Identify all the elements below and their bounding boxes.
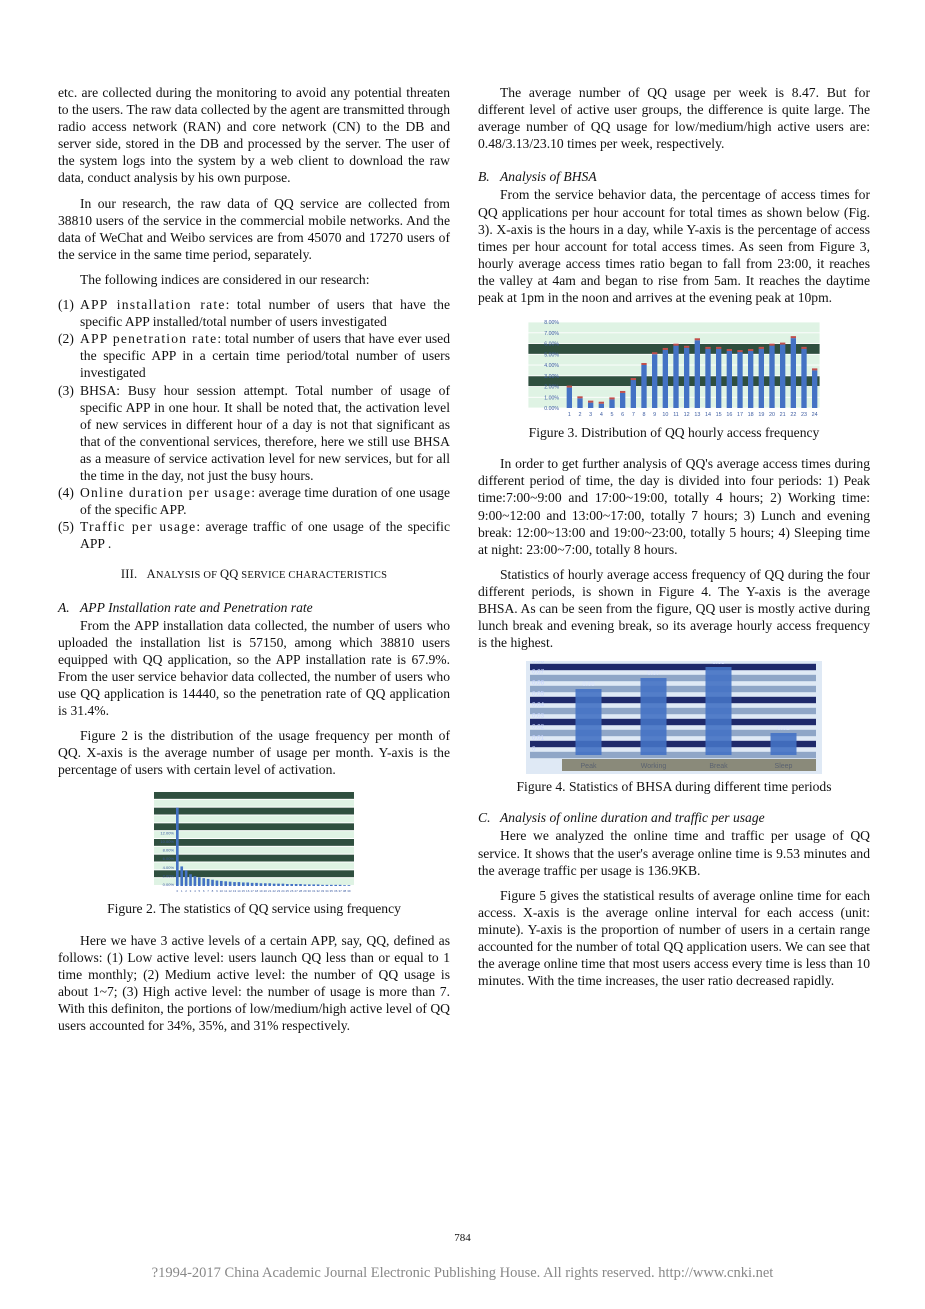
- gridline-band: [154, 855, 354, 862]
- bar: [180, 867, 183, 887]
- y-tick-label: 2.00%: [544, 384, 559, 391]
- subsection-number: B.: [478, 169, 490, 185]
- bar: [791, 338, 796, 408]
- index-text: : average time duration of one usage of the specific APP.: [80, 485, 450, 518]
- index-name: APP penetration rate: [80, 331, 218, 347]
- x-tick-label: 31: [312, 889, 316, 894]
- bar: [242, 883, 245, 887]
- bar: [339, 885, 342, 886]
- data-label: 0.06: [582, 681, 595, 689]
- bar: [251, 883, 254, 886]
- indices-list: [58, 296, 450, 552]
- x-tick-label: 7: [631, 412, 635, 419]
- gridline-band: [530, 708, 816, 714]
- index-text: : total number of users that have ever used the specific APP in a certain time period/total number of users investigated: [80, 331, 450, 381]
- gridline-band: [154, 863, 354, 870]
- x-tick-label: 12: [228, 889, 232, 894]
- x-tick-label: 8: [211, 889, 214, 894]
- x-tick-label: 23: [801, 412, 807, 419]
- bar-cap: [620, 391, 625, 393]
- section-heading: [58, 566, 450, 584]
- bar: [771, 733, 797, 755]
- right-column: [478, 84, 870, 997]
- bar-cap: [812, 369, 817, 371]
- bar: [268, 884, 271, 887]
- bar: [290, 885, 293, 887]
- bar-cap: [577, 396, 582, 398]
- figure-3-svg: [524, 316, 824, 420]
- bar: [176, 808, 179, 886]
- y-tick-label: 0.01: [532, 734, 545, 742]
- x-tick-label: 38: [342, 889, 347, 894]
- bar: [706, 667, 732, 755]
- bar: [286, 885, 289, 887]
- y-tick-label: 8.00%: [544, 320, 559, 327]
- bar: [769, 346, 774, 408]
- x-tick-label: 37: [338, 889, 342, 894]
- y-tick-label: 7.00%: [544, 330, 559, 337]
- section-title-part: QQ: [220, 567, 239, 582]
- x-tick-label: 18: [254, 889, 259, 894]
- y-tick-label: 4.00%: [162, 865, 174, 871]
- x-tick-label: 6: [202, 889, 205, 894]
- bar: [576, 689, 602, 755]
- y-tick-label: 6.00%: [544, 341, 559, 348]
- x-tick-label: 28: [298, 889, 303, 894]
- x-tick-label: 6: [621, 412, 625, 419]
- gridline-band: [154, 800, 354, 807]
- bar: [264, 884, 267, 887]
- index-number: (3): [58, 382, 74, 398]
- data-label: 0.08: [712, 661, 725, 667]
- bar: [229, 882, 232, 886]
- x-tick-label: 20: [263, 889, 267, 894]
- bar: [588, 403, 593, 408]
- bar-cap: [567, 386, 572, 388]
- x-tick-label: 20: [769, 412, 775, 419]
- paragraph: Here we have 3 active levels of a certain APP, say, QQ, defined as follows: (1) Low active level: users launch QQ less than or equal to 1 time monthly; (2) Medium active level: the number of QQ usage is about 1~7; (3) High active level: the number of usage is more than 7. With this definiton, the portions of low/medium/high active level of QQ users accounted for 34%, 35%, and 31% respectively.: [58, 932, 450, 1034]
- gridline-band: [154, 832, 354, 839]
- bar: [663, 350, 668, 408]
- y-tick-label: 10.00%: [160, 839, 174, 845]
- x-tick-label: 15: [715, 412, 722, 419]
- paragraph: Figure 2 is the distribution of the usage frequency per month of QQ. X-axis is the average number of usage per month. Y-axis is the percentage of users with certain level of activation.: [58, 728, 450, 778]
- bar: [737, 352, 742, 408]
- bar: [282, 884, 285, 886]
- x-tick-label: 33: [320, 889, 325, 894]
- paragraph: In order to get further analysis of QQ's average access times during different period of time, the day is divided into four periods: 1) Peak time:7:00~9:00 and 17:00~19:00, totally 4 hours; 2) Working time: 9:00~12:00 and 13:00~17:00, totally 7 hours; 3) Lunch and evening break: 12:00~13:00 and 19:00~23:00, totally 5 hours; 4) Sleeping time at night: 23:00~7:00, totally 8 hours.: [478, 456, 870, 557]
- x-tick-label: 22: [272, 889, 276, 894]
- bar: [207, 879, 210, 886]
- bar: [748, 351, 753, 408]
- y-tick-label: 0.08: [532, 661, 545, 665]
- bar: [343, 886, 346, 887]
- bar: [334, 885, 337, 886]
- bar: [321, 885, 324, 886]
- bar: [255, 883, 258, 886]
- bar-cap: [727, 349, 732, 351]
- gridline-band: [154, 847, 354, 854]
- bar-cap: [801, 347, 806, 349]
- x-tick-label: 35: [329, 889, 333, 894]
- left-column: [58, 84, 450, 1042]
- x-tick-label: 13: [694, 412, 701, 419]
- bar: [330, 885, 333, 886]
- bar: [759, 349, 764, 408]
- bar: [295, 885, 298, 887]
- x-tick-label: 19: [758, 412, 765, 419]
- index-item: [58, 484, 450, 518]
- x-tick-label: 11: [224, 889, 228, 894]
- index-number: (5): [58, 519, 74, 535]
- gridline-band: [528, 330, 820, 344]
- bar: [216, 881, 219, 886]
- y-tick-label: 0.05: [532, 690, 545, 698]
- subsection-heading: [478, 809, 870, 826]
- x-tick-label: 39: [347, 889, 351, 894]
- x-tick-label: 34: [325, 889, 329, 894]
- y-tick-label: 0.00%: [544, 406, 559, 413]
- x-tick-label: 5: [198, 889, 201, 894]
- y-tick-label: 0.07: [532, 668, 545, 676]
- index-number: (4): [58, 485, 74, 501]
- x-tick-label: 16: [726, 412, 733, 419]
- gridline-band: [530, 719, 816, 725]
- x-tick-label: 7: [207, 889, 209, 894]
- bar: [641, 678, 667, 755]
- paragraph: From the service behavior data, the percentage of access times for QQ applications per hour account for total times as shown below (Fig. 3). X-axis is the hours in a day, while Y-axis is the percentage of access times per hour account for total access times. As seen from Figure 3, hourly average access times ratio began to fall from 23:00, it reaches the valley at 4am and began to rise from 5am. It reaches the daytime peak at 1pm in the noon and arrives at the evening peak at 10pm.: [478, 187, 870, 306]
- figure-4-caption: Figure 4. Statistics of BHSA during different time periods: [516, 779, 832, 795]
- bar: [577, 398, 582, 408]
- section-title-part: A: [146, 567, 156, 582]
- y-tick-label: 6.00%: [162, 856, 174, 862]
- x-tick-label: 30: [307, 889, 311, 894]
- y-tick-label: 0.00%: [162, 882, 174, 888]
- bar: [299, 885, 302, 887]
- bar: [185, 871, 188, 887]
- bar-cap: [663, 348, 668, 350]
- bar-cap: [716, 347, 721, 349]
- gridline-band: [154, 816, 354, 823]
- figure-2-caption: Figure 2. The statistics of QQ service using frequency: [107, 901, 401, 917]
- x-tick-label: 19: [259, 889, 263, 894]
- x-tick-label: 21: [779, 412, 786, 419]
- x-tick-label: 26: [290, 889, 294, 894]
- x-tick-label: 27: [294, 889, 298, 894]
- bar: [198, 878, 201, 887]
- x-tick-label: 16: [246, 889, 250, 894]
- bar-cap: [748, 349, 753, 351]
- bar: [673, 346, 678, 408]
- y-tick-label: 0.04: [532, 701, 545, 709]
- x-tick-label: 4: [599, 412, 603, 419]
- bar: [652, 354, 657, 408]
- index-text: BHSA: Busy hour session attempt. Total number of usage of specific APP in one hour. It shall be noted that, the activation level of new services in different hour of a day is not that significant as that of the conventional services, therefore, here we still use BHSA as a measure of service activation level for new services, but for all the time in the day, not just the busy hours.: [80, 382, 450, 483]
- index-name: Online duration per usage: [80, 485, 252, 501]
- x-tick-label: 36: [334, 889, 338, 894]
- x-tick-label: 18: [747, 412, 754, 419]
- y-tick-label: 2.00%: [162, 873, 174, 879]
- subsection-number: A.: [58, 599, 70, 615]
- section-title-part: NALYSIS OF: [155, 570, 220, 582]
- figure-3-chart: [524, 316, 824, 420]
- x-tick-label: 14: [705, 412, 711, 419]
- y-tick-label: 4.00%: [544, 363, 559, 370]
- x-tick-label: 5: [610, 412, 614, 419]
- paragraph: The following indices are considered in our research:: [80, 271, 370, 287]
- bar-cap: [631, 378, 636, 380]
- bar: [246, 883, 249, 887]
- y-tick-label: 0.02: [532, 723, 545, 731]
- x-tick-label: 14: [237, 889, 241, 894]
- bar: [308, 885, 311, 887]
- bar: [567, 388, 572, 408]
- index-number: (2): [58, 331, 74, 347]
- gridline-band: [154, 824, 354, 831]
- x-tick-label: 24: [281, 889, 285, 894]
- x-tick-label: 32: [316, 889, 320, 894]
- x-tick-label: 8: [642, 412, 646, 419]
- gridline-band: [530, 664, 816, 670]
- x-tick-label: 2: [578, 412, 582, 419]
- paragraph: In our research, the raw data of QQ service are collected from 38810 users of the service in the commercial mobile networks. And the data of WeChat and Weibo services are from 45070 and 17270 users of the service in the same time period, separately.: [58, 195, 450, 262]
- index-item: [58, 296, 450, 330]
- index-item: [58, 330, 450, 381]
- x-tick-label: 21: [268, 889, 272, 894]
- bar: [727, 351, 732, 408]
- bar: [194, 877, 197, 887]
- x-tick-label: 3: [189, 889, 192, 894]
- bar: [609, 400, 614, 409]
- x-tick-label: 10: [662, 412, 669, 419]
- paragraph: The average number of QQ usage per week is 8.47. But for different level of active user groups, the difference is quite large. The average number of QQ usage for low/medium/high active users are: 0.48/3.13/23.10 times per week, respectively.: [478, 85, 870, 152]
- x-tick-label: 23: [276, 889, 281, 894]
- x-tick-label: 29: [303, 889, 307, 894]
- x-tick-label: 0: [176, 889, 179, 894]
- bar: [224, 882, 227, 887]
- x-tick-label: Peak: [580, 763, 597, 771]
- x-tick-label: 9: [653, 412, 657, 419]
- gridline-band: [530, 675, 816, 681]
- bar-cap: [759, 347, 764, 349]
- y-tick-label: 0.03: [532, 712, 545, 720]
- bar-cap: [641, 363, 646, 365]
- bar: [716, 349, 721, 408]
- x-tick-label: 2: [185, 889, 187, 894]
- figure-4-chart: [526, 661, 822, 774]
- bar: [641, 365, 646, 408]
- bar-cap: [791, 336, 796, 338]
- y-tick-label: 0.06: [532, 679, 545, 687]
- gridline-band: [154, 871, 354, 878]
- bar: [801, 349, 806, 408]
- bar: [277, 884, 280, 886]
- paragraph: From the APP installation data collected, the number of users who uploaded the installation list is 57150, among which 38810 users equipped with QQ application, so the APP installation rate is 67.9%. From the user service behavior data collected, the number of users who use QQ application is 14440, so the penetration rate of QQ application is 31.4%.: [58, 617, 450, 719]
- bar-cap: [705, 347, 710, 349]
- y-tick-label: 5.00%: [544, 352, 559, 359]
- x-tick-label: 12: [683, 412, 690, 419]
- x-tick-label: 4: [194, 889, 196, 894]
- bar-cap: [599, 402, 604, 404]
- bar: [684, 348, 689, 408]
- index-name: Traffic per usage: [80, 519, 197, 535]
- x-tick-label: 1: [180, 889, 183, 894]
- section-title-part: SERVICE CHARACTERISTICS: [238, 570, 388, 582]
- index-item: [58, 382, 450, 485]
- bar: [260, 884, 263, 887]
- figure-2-chart: [154, 790, 354, 896]
- x-tick-label: 3: [589, 412, 593, 419]
- bar-cap: [588, 401, 593, 403]
- footer-copyright: ?1994-2017 China Academic Journal Electronic Publishing House. All rights reserved. http://www.cnki.net: [151, 1265, 774, 1281]
- x-tick-label: Working: [640, 763, 667, 771]
- bar-cap: [780, 343, 785, 345]
- bar: [620, 393, 625, 408]
- y-tick-label: 0: [532, 745, 536, 753]
- bar: [304, 885, 307, 887]
- bar-cap: [769, 344, 774, 346]
- gridline-band: [530, 686, 816, 692]
- page-number: 784: [454, 1232, 471, 1244]
- x-tick-label: 9: [216, 889, 218, 894]
- data-label: 0.07: [647, 670, 660, 678]
- index-text: : average traffic of one usage of the specific APP .: [80, 519, 450, 552]
- bar: [695, 340, 700, 408]
- bar: [312, 885, 315, 887]
- bar: [273, 884, 276, 886]
- y-tick-label: 1.00%: [544, 395, 559, 402]
- x-tick-label: 25: [285, 889, 289, 894]
- index-name: APP installation rate: [80, 297, 226, 313]
- bar: [599, 404, 604, 408]
- subsection-heading: [58, 599, 450, 616]
- gridline-band: [154, 792, 354, 799]
- paragraph: etc. are collected during the monitoring to avoid any potential threaten to the users. The raw data collected by the agent are transmitted through radio access network (RAN) and core network (CN) to the DB and server side, stored in the DB and processed by the server. The user of the system logs into the system by a web client to download the raw data, conduct analysis by his own purpose.: [58, 85, 450, 186]
- section-number: III.: [120, 567, 138, 582]
- bar-cap: [609, 398, 614, 400]
- bar-cap: [684, 346, 689, 348]
- bar: [202, 879, 205, 887]
- index-item: [58, 518, 450, 552]
- bar: [233, 883, 236, 887]
- bar-cap: [737, 350, 742, 352]
- bar: [238, 883, 241, 887]
- bar: [317, 885, 320, 887]
- bar: [326, 885, 329, 886]
- paragraph: Here we analyzed the online time and traffic per usage of QQ service. It shows that the user's average online time is 9.53 minutes and the average traffic per usage is 136.9KB.: [478, 828, 870, 878]
- subsection-title: Analysis of online duration and traffic per usage: [500, 810, 765, 826]
- y-tick-label: 3.00%: [544, 373, 559, 380]
- subsection-title: Analysis of BHSA: [500, 169, 597, 185]
- subsection-heading: [478, 168, 870, 185]
- bar: [220, 881, 223, 886]
- gridline-band: [154, 808, 354, 815]
- bar: [631, 380, 636, 408]
- bar: [780, 345, 785, 408]
- index-text: : total number of users that have the specific APP installed/total number of users investigated: [80, 297, 450, 330]
- bar: [348, 886, 351, 887]
- figure-3-caption: Figure 3. Distribution of QQ hourly access frequency: [528, 425, 820, 441]
- x-tick-label: 1: [567, 412, 571, 419]
- gridline-band: [154, 879, 354, 886]
- figure-4-svg: [526, 661, 822, 774]
- bar: [211, 880, 214, 886]
- gridline-band: [154, 839, 354, 846]
- gridline-band: [528, 322, 820, 333]
- bar: [705, 349, 710, 408]
- x-tick-label: 24: [811, 412, 818, 419]
- data-label: 0.02: [777, 725, 790, 733]
- bar-cap: [652, 352, 657, 354]
- x-tick-label: 11: [673, 412, 679, 419]
- x-tick-label: 15: [241, 889, 245, 894]
- paragraph: Statistics of hourly average access frequency of QQ during the four different periods, is shown in Figure 4. The Y-axis is the average BHSA. As can be seen from the figure, QQ user is mostly active during lunch break and evening break, so its average hourly access frequency is the highest.: [478, 566, 870, 651]
- bar-cap: [673, 344, 678, 346]
- subsection-title: APP Installation rate and Penetration rate: [80, 599, 313, 615]
- x-tick-label: 10: [219, 889, 223, 894]
- bar: [812, 371, 817, 409]
- paragraph: Figure 5 gives the statistical results of average online time for each access. X-axis is the average online interval for each access (unit: minute). Y-axis is the proportion of number of users in a certain range accounted for the number of total QQ application users. We can see that the average online time that most users access every time is less than 10 minutes. With the time increases, the user ratio decreased rapidly.: [478, 887, 870, 989]
- y-tick-label: 12.00%: [160, 830, 174, 836]
- subsection-number: C.: [478, 810, 491, 826]
- x-tick-label: 17: [250, 889, 254, 894]
- x-tick-label: Sleep: [774, 763, 793, 771]
- x-tick-label: 22: [790, 412, 797, 419]
- x-tick-label: 17: [737, 412, 743, 419]
- bar: [189, 875, 192, 887]
- y-tick-label: 8.00%: [162, 848, 174, 854]
- bar-cap: [695, 338, 700, 340]
- x-tick-label: 13: [232, 889, 237, 894]
- gridline-band: [530, 697, 816, 703]
- x-tick-label: Break: [709, 763, 728, 771]
- figure-2-svg: [154, 790, 354, 896]
- index-number: (1): [58, 297, 74, 313]
